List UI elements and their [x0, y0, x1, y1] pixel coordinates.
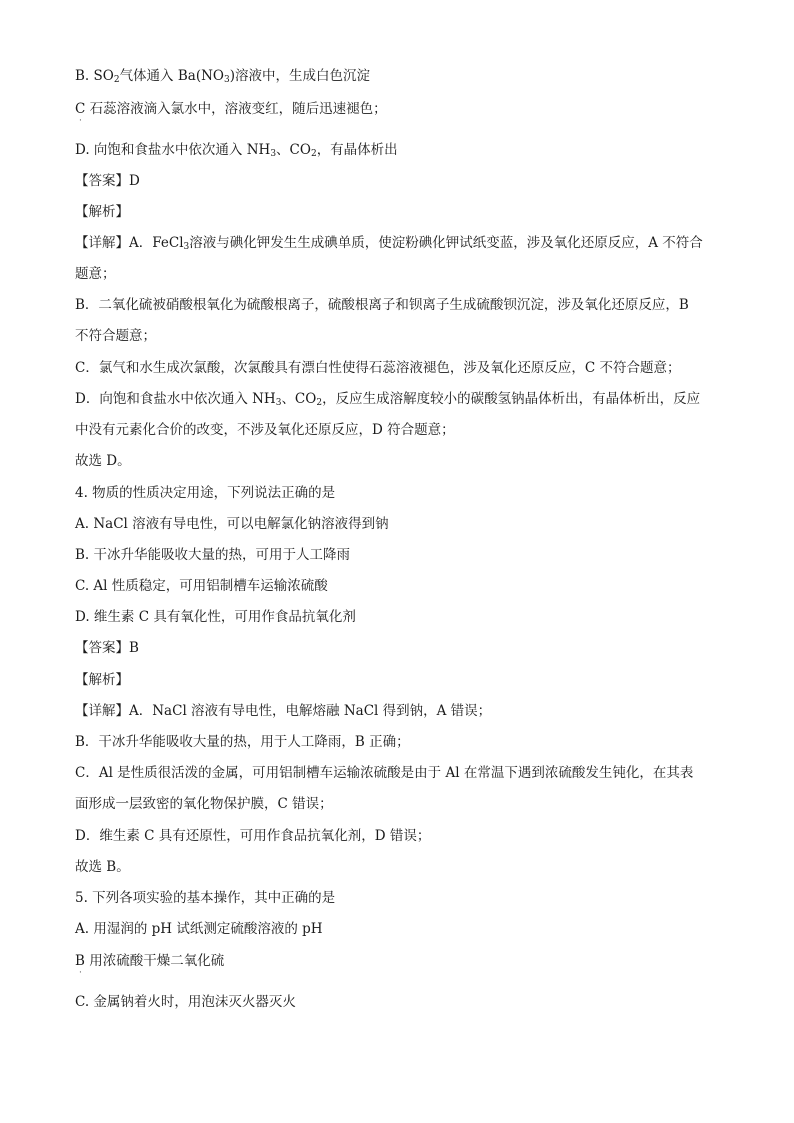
conclusion-d: 故选 D。 — [75, 453, 131, 469]
detail-a-cont: 题意； — [75, 266, 116, 282]
q5-option-c: C. 金属钠着火时，用泡沫灭火器灭火 — [75, 994, 296, 1010]
detail-c: C．氯气和水生成次氯酸，次氯酸具有漂白性使得石蕊溶液褪色，涉及氧化还原反应，C 不符合题意； — [75, 360, 681, 376]
detail-d-cont: 中没有元素化合价的改变，不涉及氧化还原反应，D 符合题意； — [75, 422, 455, 438]
q5-option-a: A. 用湿润的 pH 试纸测定硫酸溶液的 pH — [75, 921, 323, 937]
question-5: 5. 下列各项实验的基本操作，其中正确的是 — [75, 890, 336, 906]
q4-conclusion: 故选 B。 — [75, 859, 130, 875]
q4-option-a: A. NaCl 溶液有导电性，可以电解氯化钠溶液得到钠 — [75, 516, 389, 532]
q4-answer-label: 【答案】B — [75, 640, 139, 656]
q4-detail-a: 【详解】A．NaCl 溶液有导电性，电解熔融 NaCl 得到钠，A 错误； — [75, 703, 492, 719]
q4-detail-c-cont: 面形成一层致密的氧化物保护膜，C 错误； — [75, 796, 333, 812]
answer-label: 【答案】D — [75, 173, 140, 189]
option-c-litmus: C 石蕊溶液滴入氯水中，溶液变红，随后迅速褪色； — [75, 101, 387, 117]
detail-b: B．二氧化硫被硝酸根氧化为硫酸根离子，硫酸根离子和钡离子生成硫酸钡沉淀，涉及氧化还原反应，B — [75, 297, 689, 313]
stray-mark: · — [79, 116, 82, 126]
q4-detail-c: C．Al 是性质很活泼的金属，可用铝制槽车运输浓硫酸是由于 Al 在常温下遇到浓硫酸发生钝化，在其表 — [75, 765, 694, 781]
q4-option-c: C. Al 性质稳定，可用铝制槽车运输浓硫酸 — [75, 578, 328, 594]
option-b-so2: B. $SO_2$气体通入 $Ba(NO_3)$溶液中，生成白色沉淀 — [75, 68, 370, 85]
option-d-nh3: D. 向饱和食盐水中依次通入 $NH_3$、$CO_2$，有晶体析出 — [75, 142, 398, 159]
q4-detail-d: D．维生素 C 具有还原性，可用作食品抗氧化剂，D 错误； — [75, 828, 431, 844]
q4-detail-b: B．干冰升华能吸收大量的热，用于人工降雨，B 正确； — [75, 734, 410, 750]
q4-analysis-label: 【解析】 — [75, 672, 129, 688]
detail-a: 【详解】A．FeCl$_3$溶液与碘化钾发生生成碘单质，使淀粉碘化钾试纸变蓝，涉及氧化还原反应，A 不符合 — [75, 235, 703, 252]
question-4: 4. 物质的性质决定用途，下列说法正确的是 — [75, 485, 336, 501]
q4-option-d: D. 维生素 C 具有氧化性，可用作食品抗氧化剂 — [75, 609, 356, 625]
q4-option-b: B. 干冰升华能吸收大量的热，可用于人工降雨 — [75, 547, 351, 563]
analysis-label: 【解析】 — [75, 204, 129, 220]
detail-d: D．向饱和食盐水中依次通入 $NH_3$、$CO_2$，反应生成溶解度较小的碳酸氢钠晶体析出，有晶体析出，反应 — [75, 391, 701, 408]
detail-b-cont: 不符合题意； — [75, 328, 156, 344]
q5-option-b: B 用浓硫酸干燥二氧化硫 — [75, 953, 225, 969]
stray-mark: · — [79, 968, 82, 978]
